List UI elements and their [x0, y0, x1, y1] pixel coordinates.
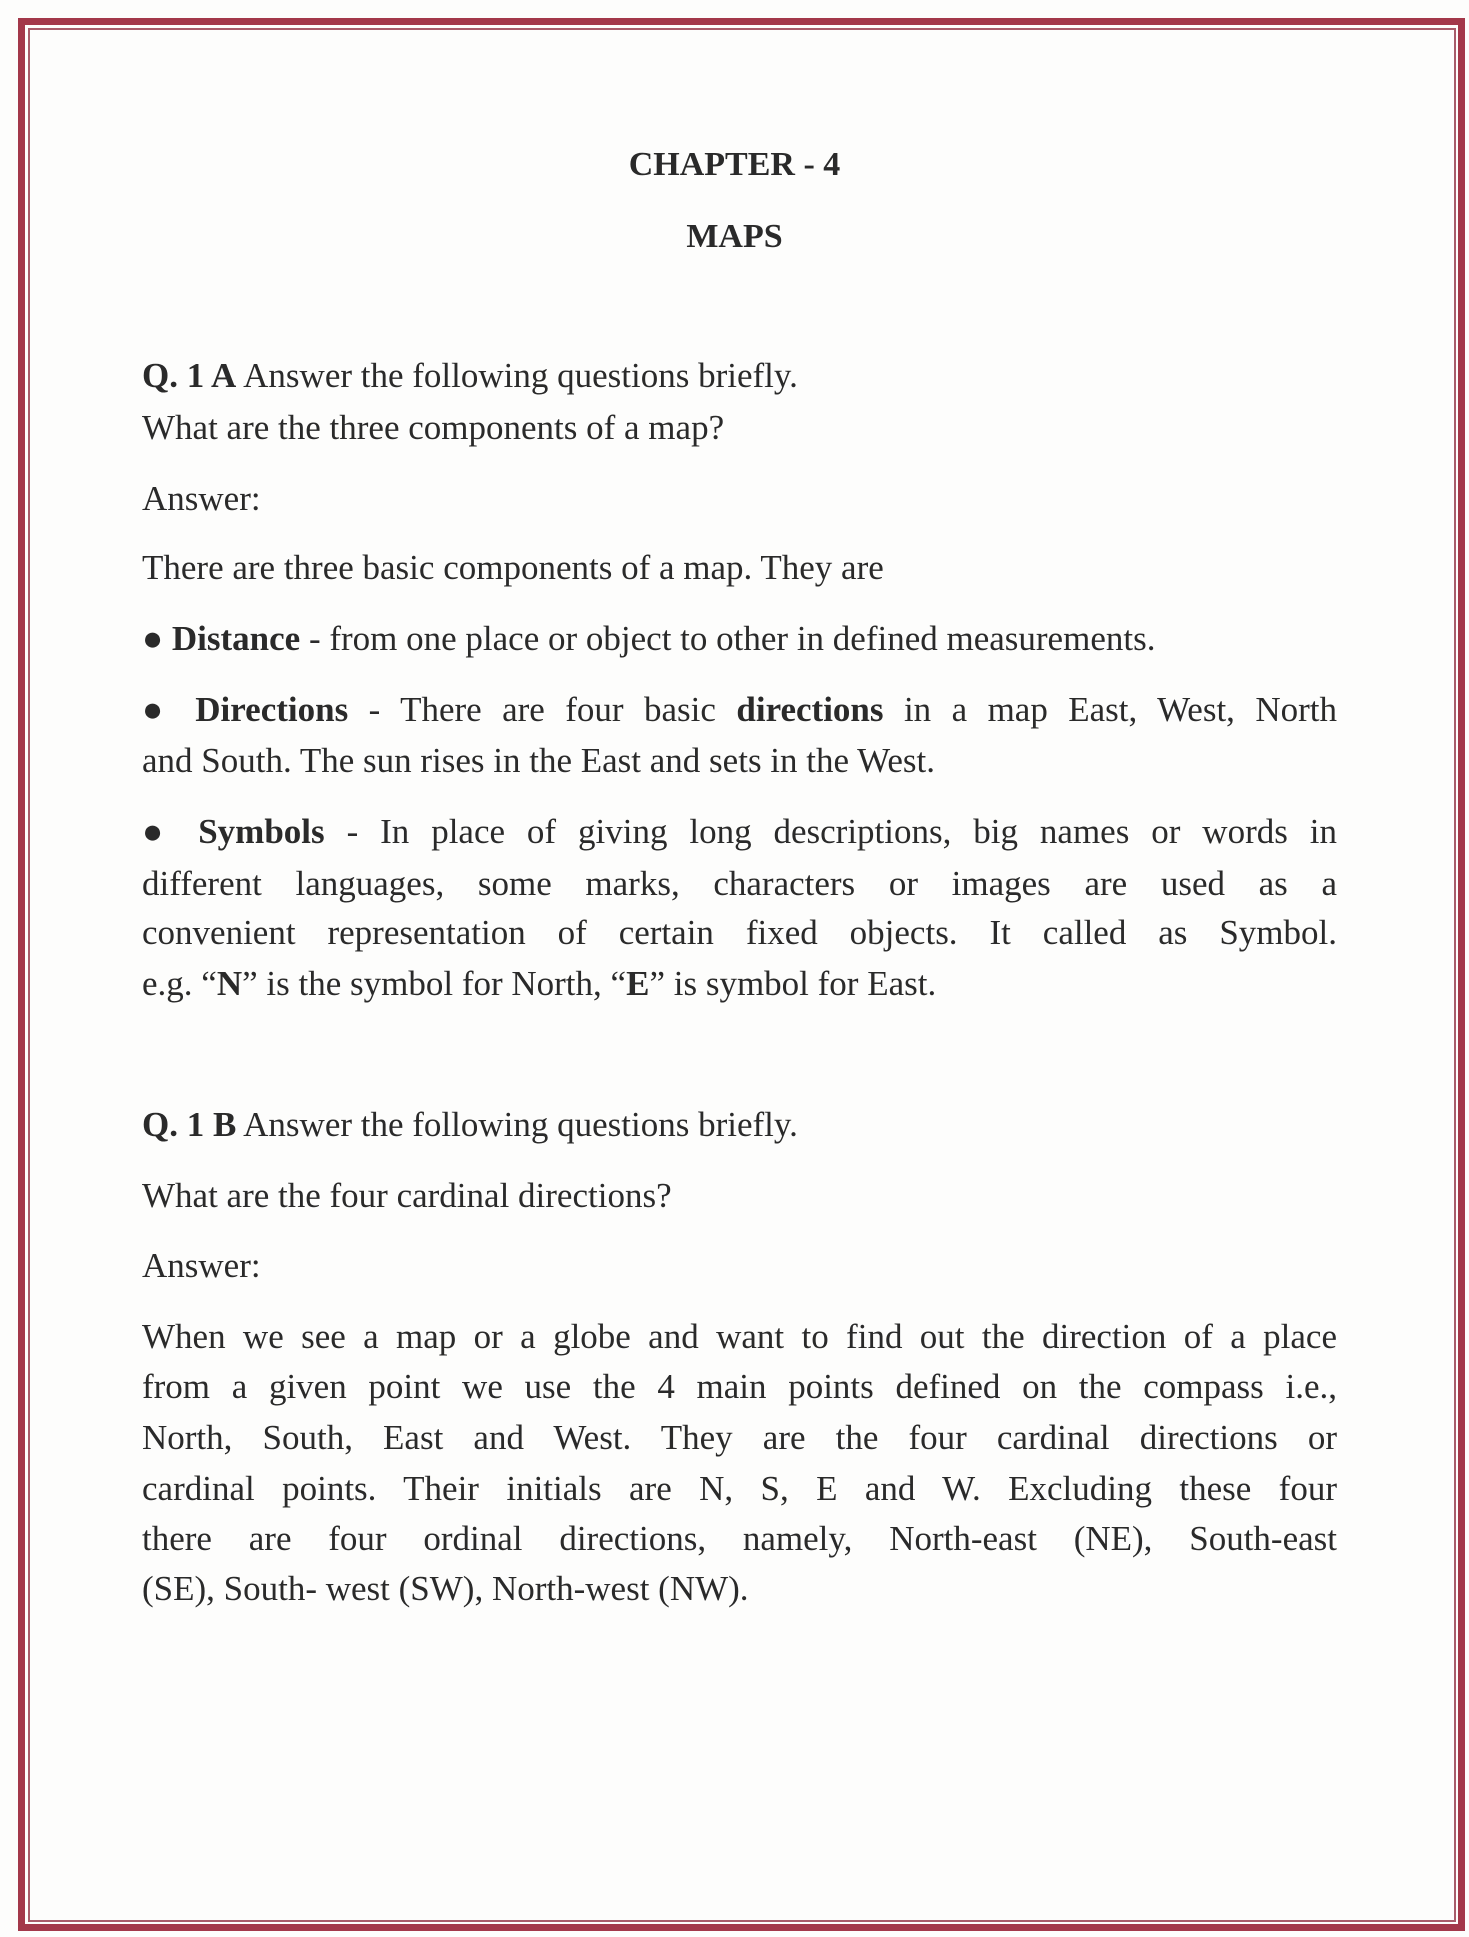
q1b-heading [142, 1105, 1337, 1145]
chapter-title: CHAPTER - 4 [628, 146, 841, 183]
bold-directions: directions [736, 690, 884, 729]
bullet-distance: ● Distance - from one place or object to other in defined measurements. [142, 619, 1156, 658]
q1a-question: What are the three components of a map? [142, 408, 725, 447]
q1b-answer-line: When we see a map or a globe and want to find out the direction of a place [142, 1317, 1337, 1356]
bullet-text: - There are four basic [348, 690, 737, 729]
bullet-directions-cont: and South. The sun rises in the East and sets in the West. [142, 741, 936, 780]
q1b-answer-line: cardinal points. Their initials are N, S, E and W. Excluding these four [142, 1469, 1337, 1508]
bullet-text: in a map East, West, North [883, 690, 1338, 729]
q1b-label: Q. 1 B [142, 1105, 237, 1144]
symbols-line: different languages, some marks, characters or images are used as a [142, 864, 1337, 903]
q1b-answer-line: (SE), South- west (SW), North-west (NW). [142, 1569, 749, 1608]
bullet-text: - In place of giving long descriptions, big names or words in [324, 812, 1337, 851]
q1b-answer-line: there are four ordinal directions, namely, North-east (NE), South-east [142, 1519, 1337, 1558]
text: ” is symbol for East. [649, 964, 937, 1003]
symbol-n: N [216, 964, 243, 1003]
term-directions: Directions [195, 690, 349, 729]
symbols-example [142, 964, 1337, 1004]
term-symbols: Symbols [198, 812, 325, 851]
text: ” is the symbol for North, “ [242, 964, 627, 1003]
q1a-label: Q. 1 A [142, 356, 237, 395]
q1a-intro: There are three basic components of a map. They are [142, 548, 884, 587]
symbol-e: E [626, 964, 650, 1003]
q1a-answer-label: Answer: [142, 479, 261, 518]
bullet-symbols: ● Symbols - In place of giving long descriptions, big names or words in [142, 812, 1337, 851]
q1b-question: What are the four cardinal directions? [142, 1176, 672, 1215]
q1b-answer-label: Answer: [142, 1246, 261, 1285]
q1a-instruction: Answer the following questions briefly. [236, 356, 798, 395]
q1b-instruction: Answer the following questions briefly. [236, 1105, 798, 1144]
q1b-answer-line: from a given point we use the 4 main points defined on the compass i.e., [142, 1367, 1337, 1406]
symbols-line: convenient representation of certain fixed objects. It called as Symbol. [142, 913, 1337, 952]
q1a-heading [142, 356, 1337, 396]
q1b-answer-line: North, South, East and West. They are the four cardinal directions or [142, 1418, 1337, 1457]
term-distance: Distance [171, 619, 301, 658]
bullet-directions: ● Directions - There are four basic directions in a map East, West, North [142, 690, 1338, 729]
chapter-subtitle: MAPS [686, 218, 783, 255]
bullet-text: - from one place or object to other in defined measurements. [300, 619, 1156, 658]
text: e.g. “ [142, 964, 217, 1003]
